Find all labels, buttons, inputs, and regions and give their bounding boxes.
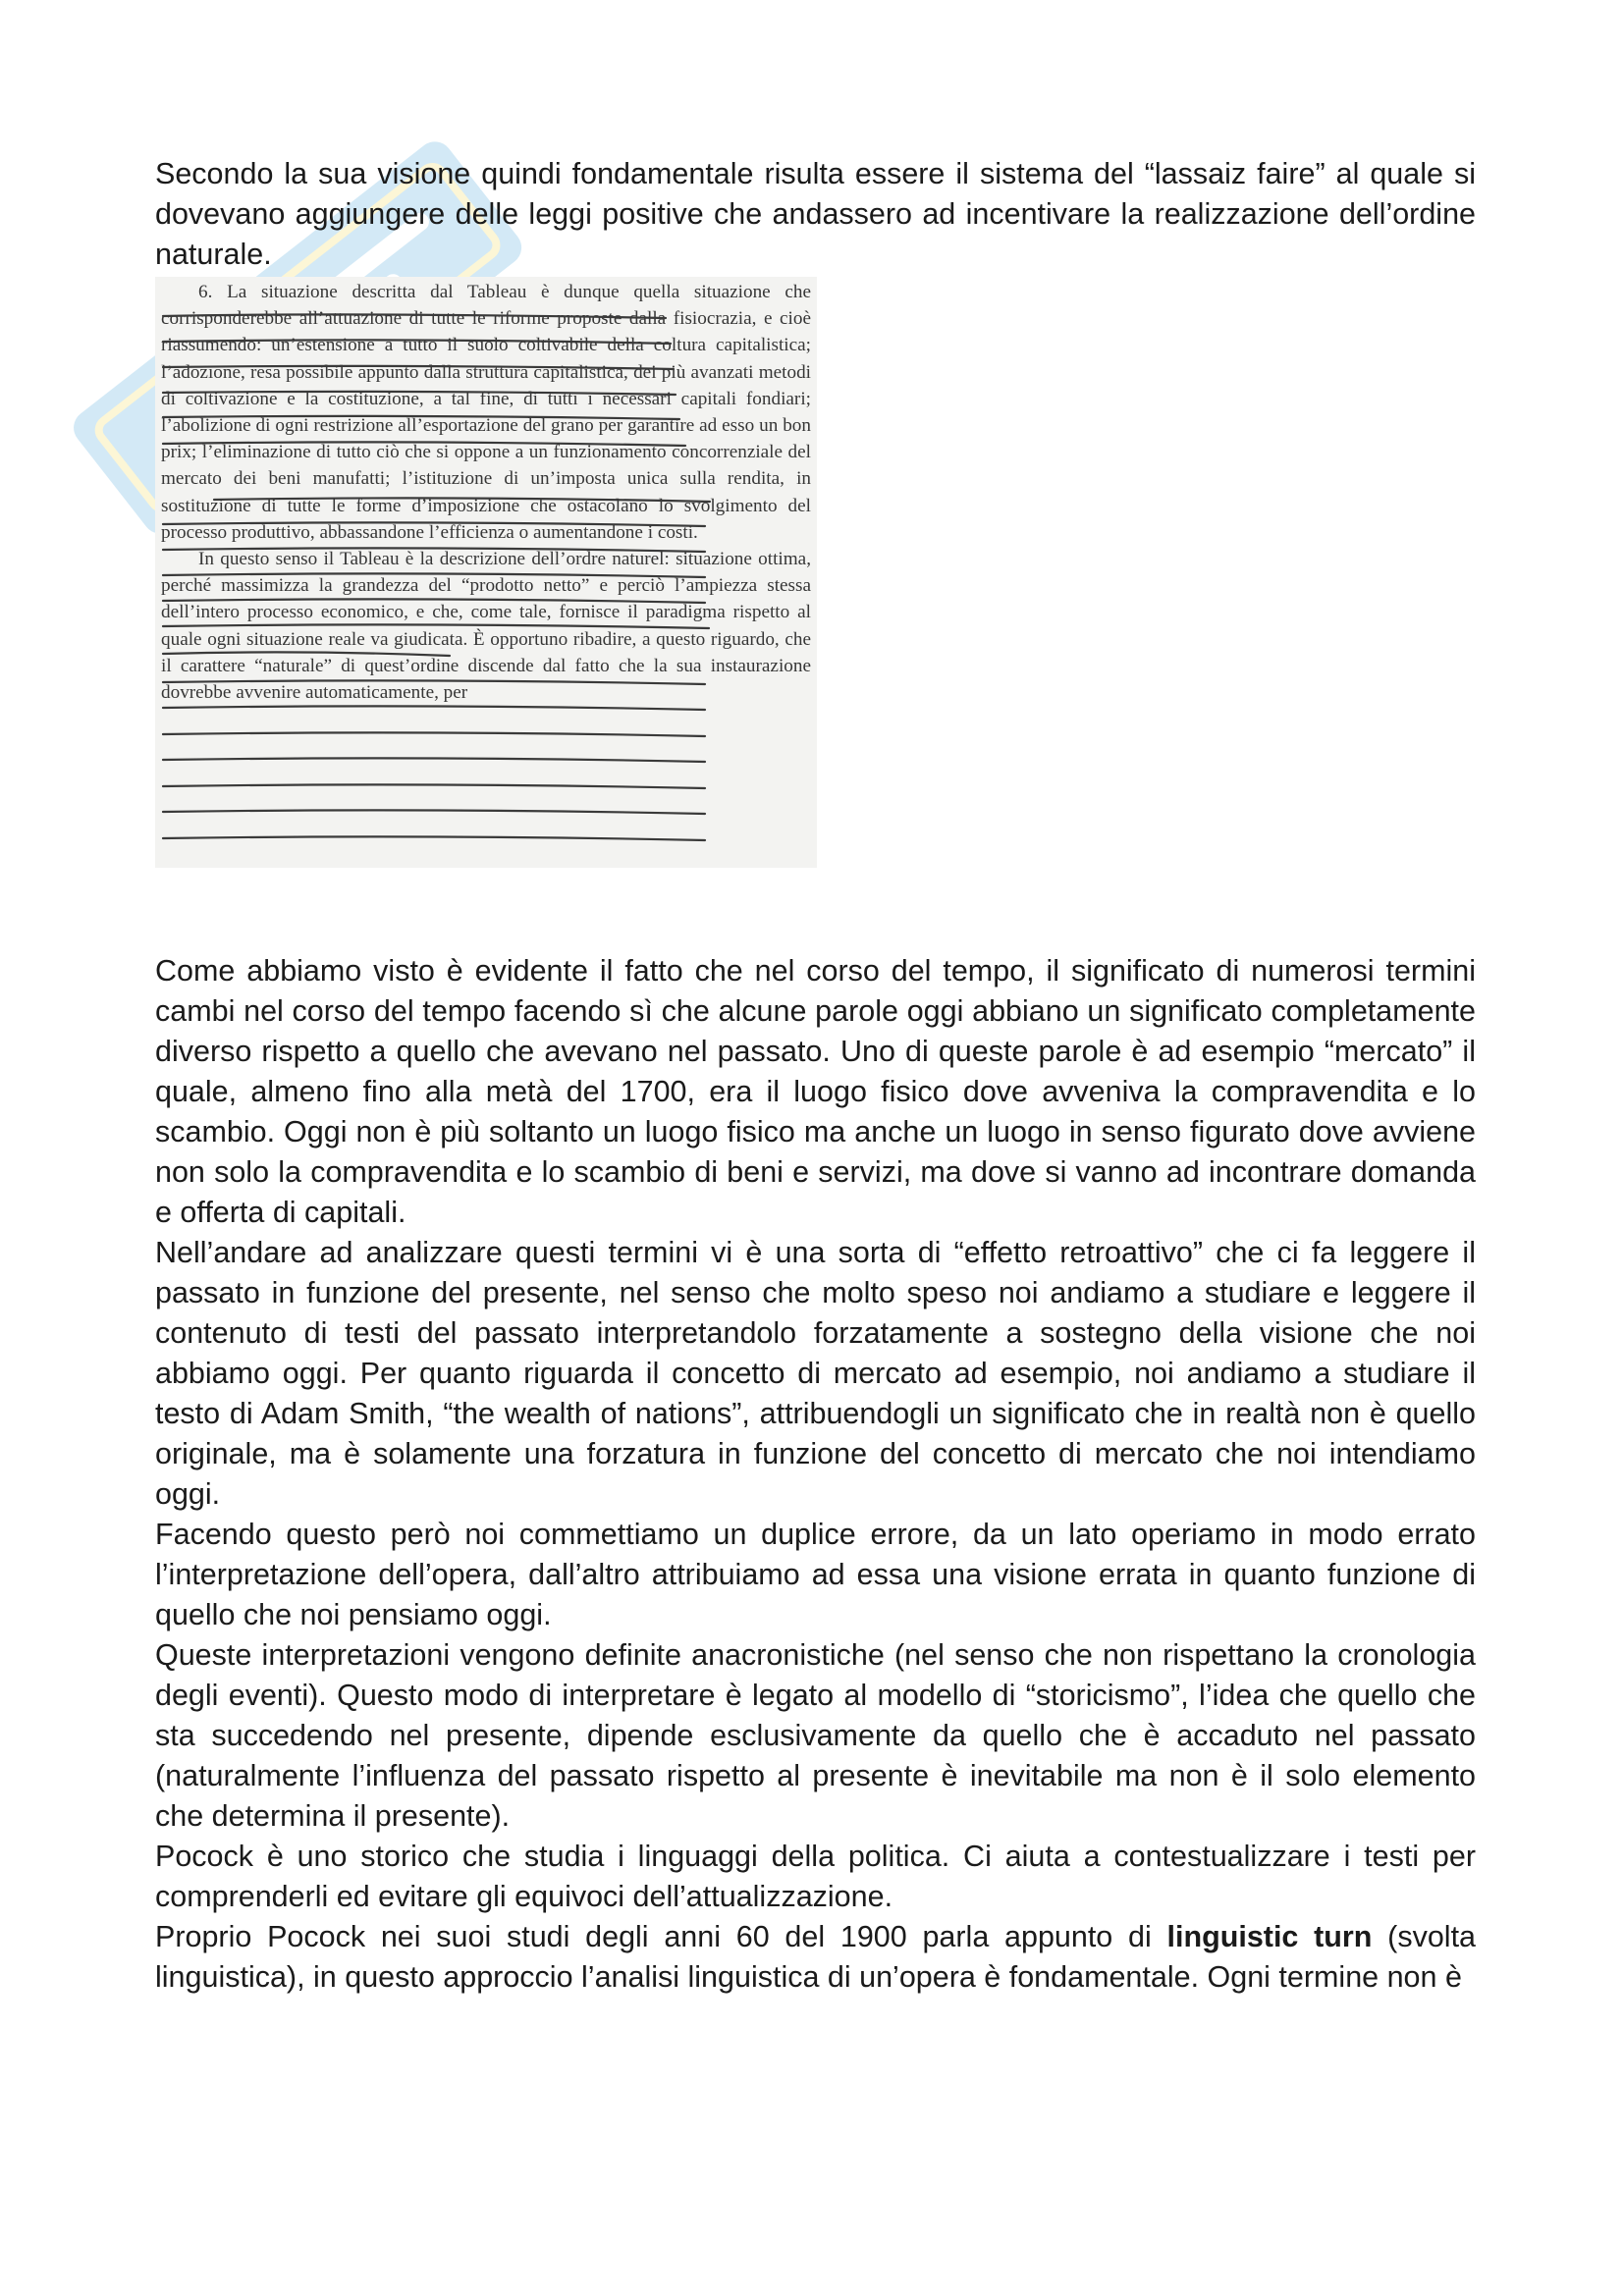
body-paragraph: Come abbiamo visto è evidente il fatto che nel corso del tempo, il significato di numerosi termini cambi nel corso del tempo facendo sì che alcune parole oggi abbiano un significato completamente diverso rispetto a quello che avevano nel passato. Uno di queste parole è ad esempio “mercato” il quale, almeno fino alla metà del 1700, era il luogo fisico dove avveniva la compravendita e lo scambio. Oggi non è più soltanto un luogo fisico ma anche un luogo in senso figurato dove avviene non solo la compravendita e lo scambio di beni e servizi, ma dove si vanno ad incontrare domanda e offerta di capitali.: [155, 954, 1476, 1229]
bold-term: linguistic turn: [1166, 1920, 1373, 1953]
body-paragraph-linguistic-turn: [155, 1917, 1476, 1998]
intro-paragraph: Secondo la sua visione quindi fondamentale risulta essere il sistema del “lassaiz faire” al quale si dovevano aggiungere delle leggi positive che andassero ad incentivare la realizzazione dell’ordine naturale.: [155, 157, 1476, 271]
body-text: [155, 951, 1476, 1998]
scanned-paragraph-2: In questo senso il Tableau è la descrizione dell’ordre naturel: situazione ottima, perché massimizza la grandezza del “prodotto netto” e perciò l’ampiezza stessa dell’intero processo economico, e che, come tale, fornisce il paradigma rispetto al quale ogni situazione reale va giudicata. È opportuno ribadire, a questo riguardo, che il carattere “naturale” di quest’ordine discende dal fatto che la sua instaurazione dovrebbe avvenire automaticamente, per: [161, 549, 811, 704]
body-paragraph: Facendo questo però noi commettiamo un duplice errore, da un lato operiamo in modo errato l’interpretazione dell’opera, dall’altro attribuiamo ad essa una visione errata in quanto funzione di quello che noi pensiamo oggi.: [155, 1518, 1476, 1631]
scanned-paragraph-1: 6. La situazione descritta dal Tableau è dunque quella situazione che corrisponderebbe all’attuazione di tutte le riforme proposte dalla fisiocrazia, e cioè riassumendo: un’estensione a tutto il suolo coltivabile della coltura capitalistica; l’adozione, resa possibile appunto dalla struttura capitalistica, dei più avanzati metodi di coltivazione e la costituzione, a tal fine, di tutti i necessari capitali fondiari; l’abolizione di ogni restrizione all’esportazione del grano per garantire ad esso un bon prix; l’eliminazione di tutto ciò che si oppone a un funzionamento concorrenziale del mercato dei beni manufatti; l’istituzione di un’imposta unica sulla rendita, in sostituzione di tutte le forme d’imposizione che ostacolano lo svolgimento del processo produttivo, abbassandone l’efficienza o aumentandone i costi.: [161, 282, 811, 543]
text-span: (svolta linguistica), in questo approccio l’analisi linguistica di un’opera è fondamentale. Ogni termine non è: [155, 1920, 1476, 1994]
body-paragraph: Pocock è uno storico che studia i linguaggi della politica. Ci aiuta a contestualizzare i testi per comprenderli ed evitare gli equivoci dell’attualizzazione.: [155, 1840, 1476, 1913]
body-paragraph: Queste interpretazioni vengono definite anacronistiche (nel senso che non rispettano la cronologia degli eventi). Questo modo di interpretare è legato al modello di “storicismo”, l’idea che quello che sta succedendo nel presente, dipende esclusivamente da quello che è accaduto nel passato (naturalmente l’influenza del passato rispetto al presente è inevitabile ma non è il solo elemento che determina il presente).: [155, 1638, 1476, 1833]
text-span: Proprio Pocock nei suoi studi degli anni 60 del 1900 parla appunto di: [155, 1920, 1167, 1953]
scanned-excerpt-image: [155, 277, 817, 868]
intro-text: [155, 154, 1476, 275]
pen-underlines: [155, 277, 817, 868]
body-paragraph: Nell’andare ad analizzare questi termini vi è una sorta di “effetto retroattivo” che ci fa leggere il passato in funzione del presente, nel senso che molto speso noi andiamo a studiare e leggere il contenuto di testi del passato interpretandolo forzatamente a sostegno della visione che noi abbiamo oggi. Per quanto riguarda il concetto di mercato ad esempio, noi andiamo a studiare il testo di Adam Smith, “the wealth of nations”, attribuendogli un significato che in realtà non è quello originale, ma è solamente una forzatura in funzione del concetto di mercato che noi intendiamo oggi.: [155, 1236, 1476, 1511]
